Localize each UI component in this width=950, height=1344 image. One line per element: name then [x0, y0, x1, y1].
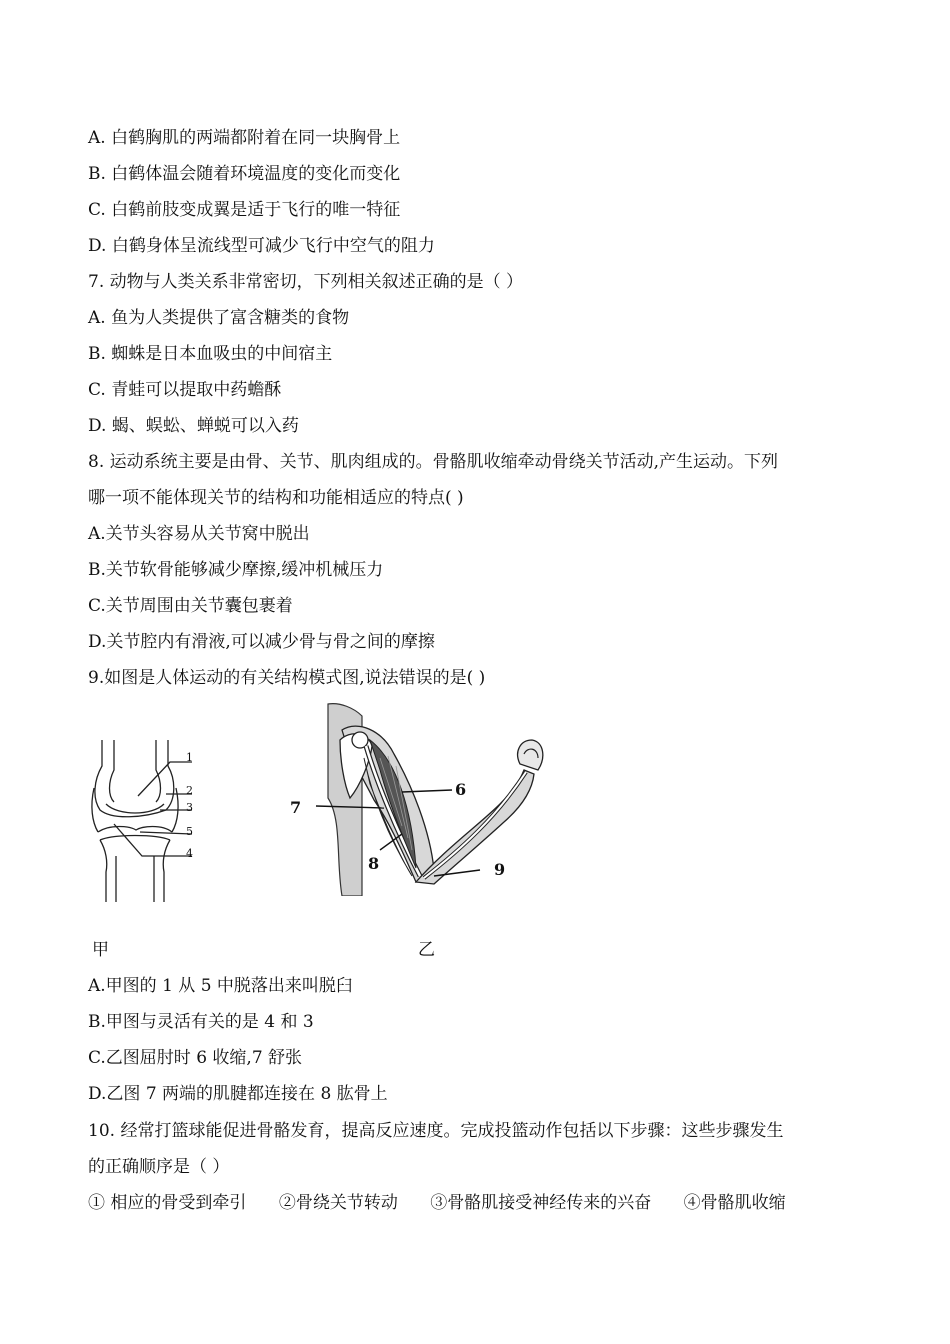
label-jia-5: 5	[186, 825, 193, 838]
q9-stem: 9.如图是人体运动的有关结构模式图,说法错误的是( )	[88, 668, 486, 688]
label-yi-7: 7	[290, 798, 302, 817]
label-jia-2: 2	[186, 784, 193, 797]
q7-option-b: B. 蜘蛛是日本血吸虫的中间宿主	[88, 344, 333, 364]
q9-option-a: A.甲图的 1 从 5 中脱落出来叫脱臼	[88, 976, 353, 996]
label-yi-9: 9	[494, 860, 506, 879]
figure-yi-caption: 乙	[418, 940, 435, 960]
q7-option-a: A. 鱼为人类提供了富含糖类的食物	[88, 308, 350, 328]
label-jia-1: 1	[186, 751, 193, 764]
q8-stem-line1: 8. 运动系统主要是由骨、关节、肌肉组成的。骨骼肌收缩牵动骨绕关节活动,产生运动。下列	[88, 452, 779, 472]
q7-stem: 7. 动物与人类关系非常密切，下列相关叙述正确的是（ ）	[88, 272, 524, 292]
q6-option-c: C. 白鹤前肢变成翼是适于飞行的唯一特征	[88, 200, 401, 220]
q7-option-d: D. 蝎、蜈蚣、蝉蜕可以入药	[88, 416, 299, 436]
q6-option-b: B. 白鹤体温会随着环境温度的变化而变化	[88, 164, 401, 184]
label-yi-6: 6	[455, 780, 467, 799]
q6-option-d: D. 白鹤身体呈流线型可减少飞行中空气的阻力	[88, 236, 435, 256]
q10-stem-line1: 10. 经常打篮球能促进骨骼发育，提高反应速度。完成投篮动作包括以下步骤：这些步骤发生	[88, 1121, 784, 1141]
figure-jia-caption: 甲	[92, 940, 109, 960]
q8-option-c: C.关节周围由关节囊包裹着	[88, 596, 293, 616]
label-jia-3: 3	[186, 801, 193, 814]
q8-option-a: A.关节头容易从关节窝中脱出	[88, 524, 310, 544]
q10-stem-line2: 的正确顺序是（ ）	[88, 1157, 230, 1177]
q8-option-b: B.关节软骨能够减少摩擦,缓冲机械压力	[88, 560, 384, 580]
q6-option-a: A. 白鹤胸肌的两端都附着在同一块胸骨上	[88, 128, 401, 148]
q8-stem-line2: 哪一项不能体现关节的结构和功能相适应的特点( )	[88, 488, 464, 508]
q7-option-c: C. 青蛙可以提取中药蟾酥	[88, 380, 282, 400]
q9-option-c: C.乙图屈肘时 6 收缩,7 舒张	[88, 1048, 303, 1068]
q8-option-d: D.关节腔内有滑液,可以减少骨与骨之间的摩擦	[88, 632, 435, 652]
q9-option-b: B.甲图与灵活有关的是 4 和 3	[88, 1012, 314, 1032]
figure-jia-knee-joint	[84, 736, 214, 906]
label-yi-8: 8	[368, 854, 380, 873]
q9-option-d: D.乙图 7 两端的肌腱都连接在 8 肱骨上	[88, 1084, 388, 1104]
q10-steps: ① 相应的骨受到牵引 ②骨绕关节转动 ③骨骼肌接受神经传来的兴奋 ④骨骼肌收缩	[88, 1193, 786, 1213]
label-jia-4: 4	[186, 847, 193, 860]
